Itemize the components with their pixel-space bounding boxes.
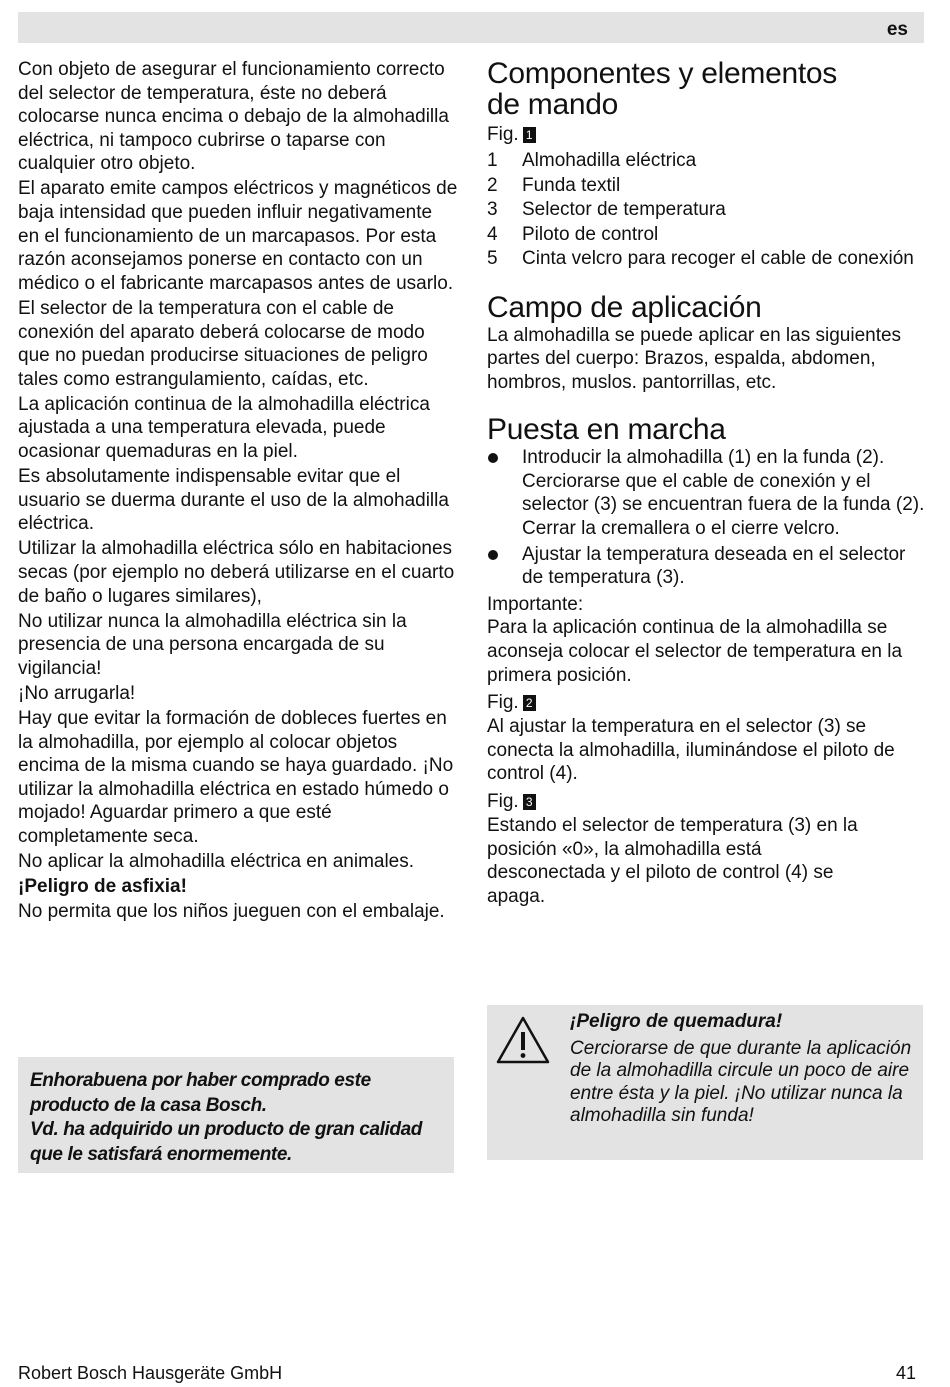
component-number: 1: [487, 150, 498, 171]
component-number: 4: [487, 223, 498, 245]
startup-step: [487, 446, 927, 540]
startup-step: [487, 543, 927, 590]
safety-text: [18, 58, 458, 924]
safety-paragraph: Es absolutamente indispensable evitar que el usuario se duerma durante el uso de la almohadilla eléctrica.: [18, 466, 449, 535]
bullet-icon: [487, 446, 522, 540]
fig-3-text: Estando el selector de temperatura (3) en la posición «0», la almohadilla está desconectada y el piloto de control (4) se apaga.: [487, 815, 858, 907]
important-text: Para la aplicación continua de la almohadilla se aconseja colocar el selector de temperatura en la primera posición.: [487, 617, 903, 686]
warning-heading: ¡Peligro de asfixia!: [18, 876, 187, 898]
warning-text: Cerciorarse de que durante la aplicación de la almohadilla circule un poco de aire entre ésta y la piel. ¡No utilizar nunca la almohadilla sin funda!: [570, 1037, 912, 1126]
page-number: 41: [895, 1363, 916, 1383]
safety-paragraph: Utilizar la almohadilla eléctrica sólo en habitaciones secas (por ejemplo no deberá utilizarse en el cuarto de baño o lugares similares),: [18, 538, 455, 607]
right-column: [487, 58, 927, 908]
fig-3-label: Fig. 3: [487, 790, 927, 814]
safety-paragraph: Con objeto de asegurar el funcionamiento correcto del selector de temperatura, éste no deberá colocarse nunca encima o debajo de la almohadilla eléctrica, ni tampoco cubrirse o taparse con cualquier otro objeto.: [18, 59, 449, 175]
fig-1-label: Fig. 1: [487, 123, 927, 147]
left-column: [18, 58, 458, 925]
component-label: Piloto de control: [522, 223, 659, 245]
component-label: Cinta velcro para recoger el cable de conexión: [522, 248, 914, 269]
component-item: [487, 223, 927, 248]
burn-warning-box: [487, 1005, 923, 1160]
congrats-line-2: Vd. ha adquirido un producto de gran calidad que le satisfará enormemente.: [30, 1119, 422, 1165]
component-number: 2: [487, 174, 498, 196]
congrats-line-1: Enhorabuena por haber comprado este producto de la casa Bosch.: [30, 1070, 371, 1116]
warning-triangle-icon: [495, 1015, 551, 1065]
bullet-icon: [487, 543, 522, 590]
component-label: Almohadilla eléctrica: [522, 150, 697, 171]
fig-1-badge: 1: [523, 127, 536, 143]
safety-paragraph: El selector de la temperatura con el cable de conexión del aparato deberá colocarse de modo que no puedan producirse situaciones de peligro tales como estrangulamiento, caídas, etc.: [18, 297, 428, 390]
component-item: [487, 247, 927, 272]
safety-paragraph: El aparato emite campos eléctricos y magnéticos de baja intensidad que pueden influir negativamente en el funcionamiento de un marcapasos. Por esta razón aconsejamos ponerse en contacto con un médico o el fabricante marcapasos antes de usarlo.: [18, 178, 458, 294]
language-label: es: [886, 19, 908, 40]
safety-paragraph: No utilizar nunca la almohadilla eléctrica sin la presencia de una persona encargada de su vigilancia!: [18, 610, 407, 679]
fig-2-badge: 2: [523, 695, 536, 711]
fig-3-badge: 3: [523, 794, 536, 810]
application-text: La almohadilla se puede aplicar en las siguientes partes del cuerpo: Brazos, espalda, abdomen, hombros, muslos. pantorrillas, etc.: [487, 324, 902, 393]
component-label: Funda textil: [522, 174, 621, 196]
component-item: [487, 149, 927, 174]
components-heading: Componentes y elementos de mando: [487, 57, 837, 121]
components-list: [487, 149, 927, 272]
footer-company: Robert Bosch Hausgeräte GmbH: [18, 1363, 283, 1383]
startup-heading: Puesta en marcha: [487, 413, 726, 447]
step-text: Ajustar la temperatura deseada en el selector de temperatura (3).: [522, 543, 906, 589]
step-text: Introducir la almohadilla (1) en la funda (2). Cerciorarse que el cable de conexión y el selector (3) se encuentran fuera de la funda (2). Cerrar la cremallera o el cierre velcro.: [522, 447, 925, 540]
safety-paragraph: ¡No arrugarla!: [18, 682, 136, 704]
component-item: [487, 198, 927, 223]
application-heading: Campo de aplicación: [487, 290, 762, 324]
component-item: [487, 174, 927, 199]
fig-2-text: Al ajustar la temperatura en el selector (3) se conecta la almohadilla, iluminándose el piloto de control (4).: [487, 716, 895, 785]
header-bar: [18, 12, 924, 43]
important-label: Importante:: [487, 593, 584, 615]
safety-paragraph: Hay que evitar la formación de dobleces fuertes en la almohadilla, por ejemplo al colocar objetos encima de la misma cuando se haya guardado. ¡No utilizar la almohadilla eléctrica en estado húmedo o mojado! Aguardar primero a que esté completamente seca.: [18, 708, 454, 847]
safety-paragraph: No permita que los niños jueguen con el embalaje.: [18, 901, 445, 923]
component-number: 5: [487, 248, 498, 269]
component-label: Selector de temperatura: [522, 199, 726, 220]
safety-paragraph: No aplicar la almohadilla eléctrica en animales.: [18, 851, 415, 873]
component-number: 3: [487, 199, 498, 220]
warning-title: ¡Peligro de quemadura!: [570, 1011, 783, 1032]
startup-steps: [487, 446, 927, 590]
safety-paragraph: La aplicación continua de la almohadilla eléctrica ajustada a una temperatura elevada, puede ocasionar quemaduras en la piel.: [18, 393, 430, 462]
congratulations-box: [18, 1057, 454, 1173]
fig-2-label: Fig. 2: [487, 691, 927, 715]
